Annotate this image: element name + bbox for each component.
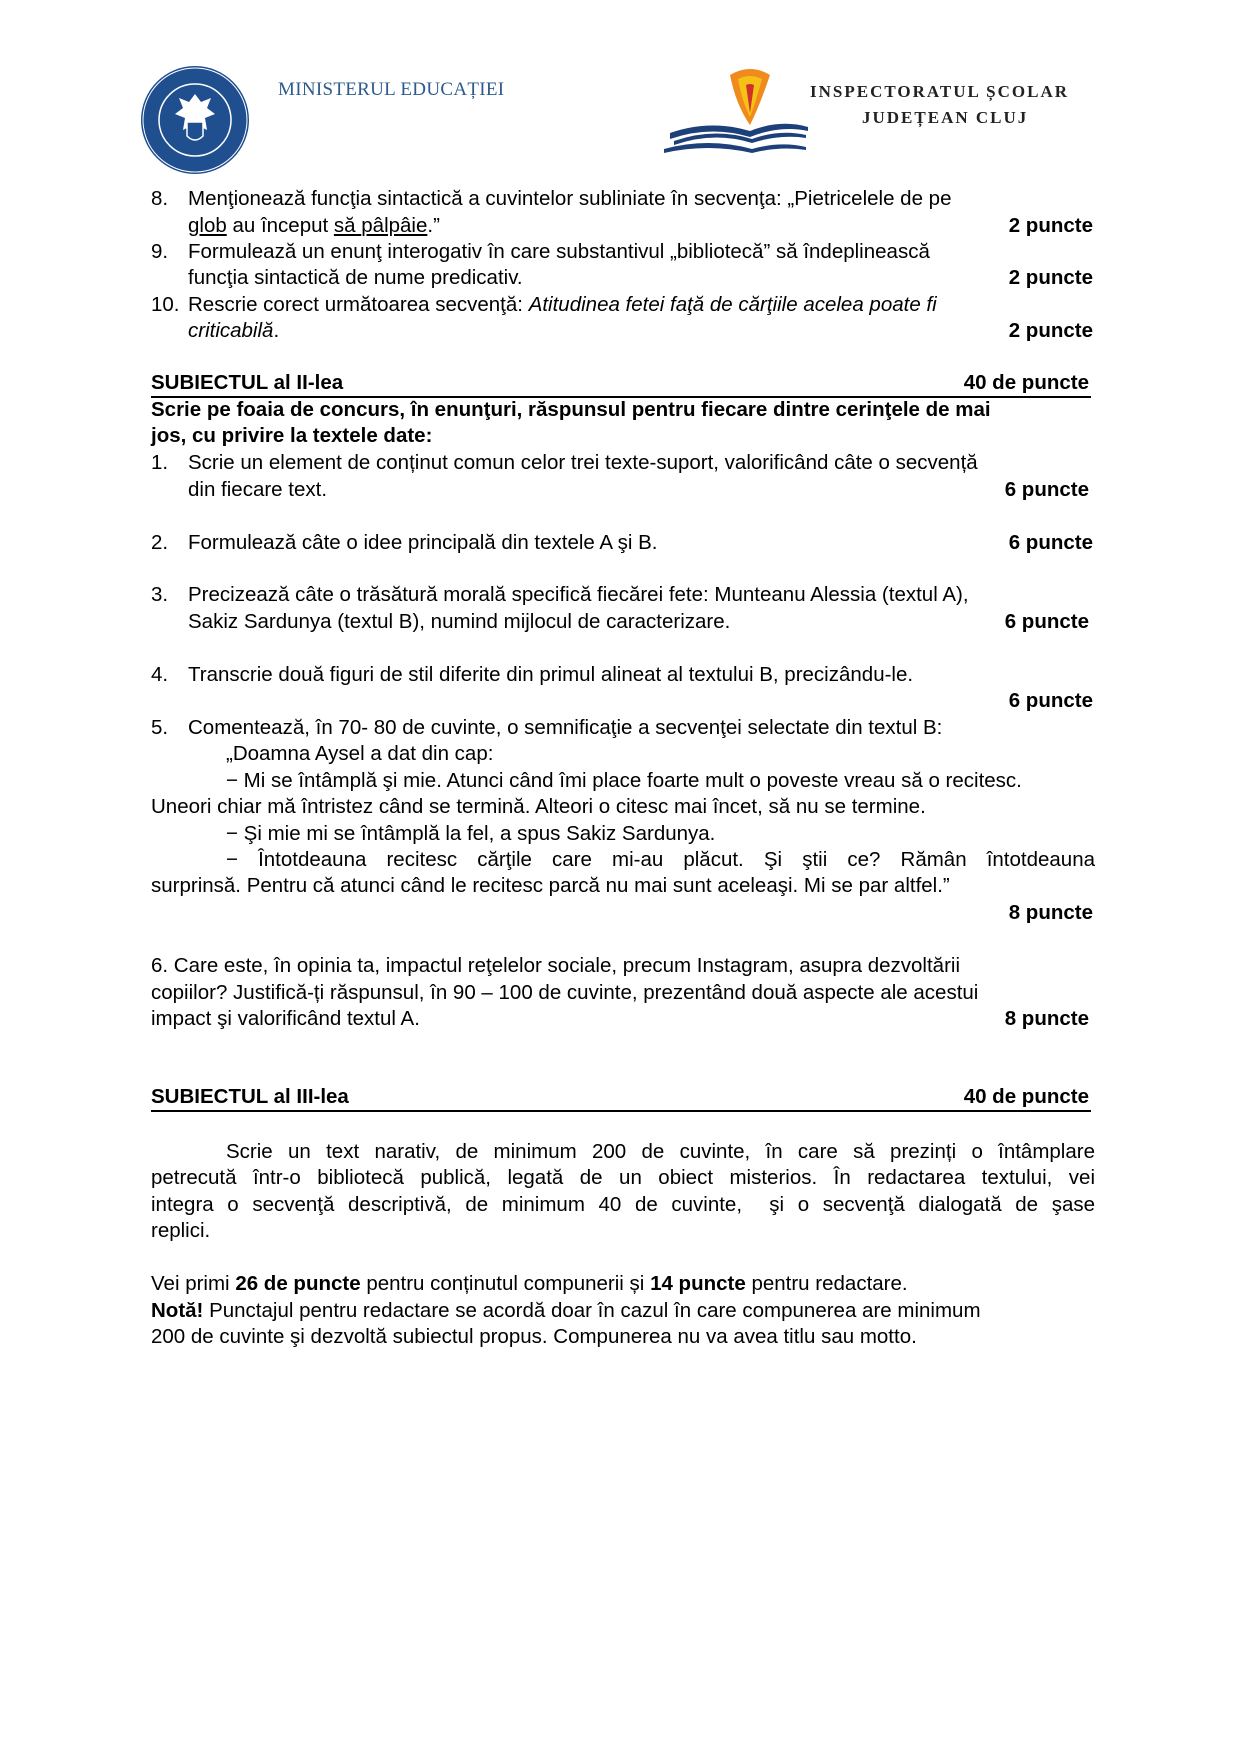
underlined-word: glob (188, 214, 227, 237)
subject-title: SUBIECTUL al II-lea (151, 371, 344, 394)
points-label: 6 puncte (1004, 478, 1089, 501)
question-text: Formulează câte o idee principală din textele A şi B. (188, 531, 658, 554)
isj-name-line2: JUDEȚEAN CLUJ (862, 108, 1029, 127)
question-text: Scrie un element de conținut comun celor trei texte-suport, valorificând câte o secvență (188, 451, 978, 474)
question-text: Precizează câte o trăsătură morală specifică fiecărei fete: Munteanu Alessia (textul A), (188, 583, 969, 606)
quote-line: − Mi se întâmplă şi mie. Atunci când îmi place foarte mult o poveste vreau să o recitesc. (226, 769, 1022, 792)
quote-line: − Şi mie mi se întâmplă la fel, a spus Sakiz Sardunya. (226, 822, 716, 845)
note-line: Notă! Punctajul pentru redactare se acordă doar în cazul în care compunerea are minimum (151, 1299, 981, 1322)
question-text-line2: copiilor? Justifică-ți răspunsul, în 90 – 100 de cuvinte, prezentând două aspecte ale acestui (151, 981, 979, 1004)
points-label: 2 puncte (1008, 266, 1093, 289)
paragraph-line: integra o secvenţă descriptivă, de minimum 40 de cuvinte, şi o secvenţă dialogată de şase (151, 1193, 1095, 1216)
subject-3-heading (151, 1084, 1091, 1112)
question-number: 1. (151, 451, 169, 474)
question-number: 5. (151, 716, 169, 739)
question-text-line3: impact şi valorificând textul A. (151, 1007, 420, 1030)
paragraph-line: petrecută într-o bibliotecă publică, legată de un obiect misterios. În redactarea textului, vei (151, 1166, 1095, 1189)
note-label: Notă! (151, 1299, 204, 1322)
paragraph-line: replici. (151, 1219, 211, 1242)
question-text: Rescrie corect următoarea secvenţă: Atitudinea fetei faţă de cărţiile acelea poate fi (188, 293, 937, 316)
question-number: 9. (151, 240, 169, 263)
subject-title: SUBIECTUL al III-lea (151, 1085, 349, 1108)
isj-name-line1: INSPECTORATUL ȘCOLAR (810, 82, 1070, 101)
ministry-name: MINISTERUL EDUCAȚIEI (278, 79, 505, 100)
quote-line: Uneori chiar mă întristez când se termină. Alteori o citesc mai încet, să nu se termine. (151, 795, 926, 818)
paragraph-line: Scrie un text narativ, de minimum 200 de cuvinte, în care să prezinți o întâmplare (226, 1140, 1095, 1163)
question-text: Formulează un enunţ interogativ în care substantivul „bibliotecă” să îndeplinească (188, 240, 930, 263)
points-label: 6 puncte (1008, 689, 1093, 712)
quote-line: − Întotdeauna recitesc cărţile care mi-au plăcut. Şi ştii ce? Rămân întotdeauna (226, 848, 1095, 871)
question-number: 3. (151, 583, 169, 606)
question-text-line2: Sakiz Sardunya (textul B), numind mijlocul de caracterizare. (188, 610, 731, 633)
points-label: 6 puncte (1004, 610, 1089, 633)
underlined-word: pâlpâie (361, 214, 428, 237)
government-seal-icon (139, 64, 251, 176)
instruction-line1: Scrie pe foaia de concurs, în enunţuri, răspunsul pentru fiecare dintre cerinţele de mai (151, 398, 991, 421)
question-text: Comentează, în 70- 80 de cuvinte, o semnificaţie a secvenţei selectate din textul B: (188, 716, 943, 739)
question-number: 10. (151, 293, 180, 316)
instruction-line2: jos, cu privire la textele date: (151, 424, 433, 447)
points-label: 8 puncte (1008, 901, 1093, 924)
isj-logo-icon (660, 55, 810, 155)
underlined-word: să (333, 214, 356, 237)
points-label: 8 puncte (1004, 1007, 1089, 1030)
question-text-line2: glob au început să pâlpâie.” (188, 214, 440, 237)
points-label: 2 puncte (1008, 319, 1093, 342)
question-text-line2: din fiecare text. (188, 478, 328, 501)
quote-line: surprinsă. Pentru că atunci când le recitesc parcă nu mai sunt aceleaşi. Mi se par altfel.” (151, 874, 950, 897)
subject-points: 40 de puncte (963, 371, 1089, 394)
question-text: 6. Care este, în opinia ta, impactul reţelelor sociale, precum Instagram, asupra dezvoltării (151, 954, 960, 977)
question-text: Transcrie două figuri de stil diferite din primul alineat al textului B, precizându-le. (188, 663, 914, 686)
note-line2: 200 de cuvinte şi dezvoltă subiectul propus. Compunerea nu va avea titlu sau motto. (151, 1325, 917, 1348)
question-number: 2. (151, 531, 169, 554)
scoring-line: Vei primi 26 de puncte pentru conținutul compunerii și 14 puncte pentru redactare. (151, 1272, 908, 1295)
subject-2-heading (151, 370, 1091, 398)
question-text-line2: funcţia sintactică de nume predicativ. (188, 266, 523, 289)
points-label: 6 puncte (1008, 531, 1093, 554)
points-label: 2 puncte (1008, 214, 1093, 237)
question-text-line2: criticabilă. (188, 319, 280, 342)
quote-line: „Doamna Aysel a dat din cap: (226, 742, 494, 765)
question-number: 4. (151, 663, 169, 686)
question-number: 8. (151, 187, 169, 210)
question-text: Menţionează funcţia sintactică a cuvintelor subliniate în secvenţa: „Pietricelele de pe (188, 187, 952, 210)
subject-points: 40 de puncte (963, 1085, 1089, 1108)
